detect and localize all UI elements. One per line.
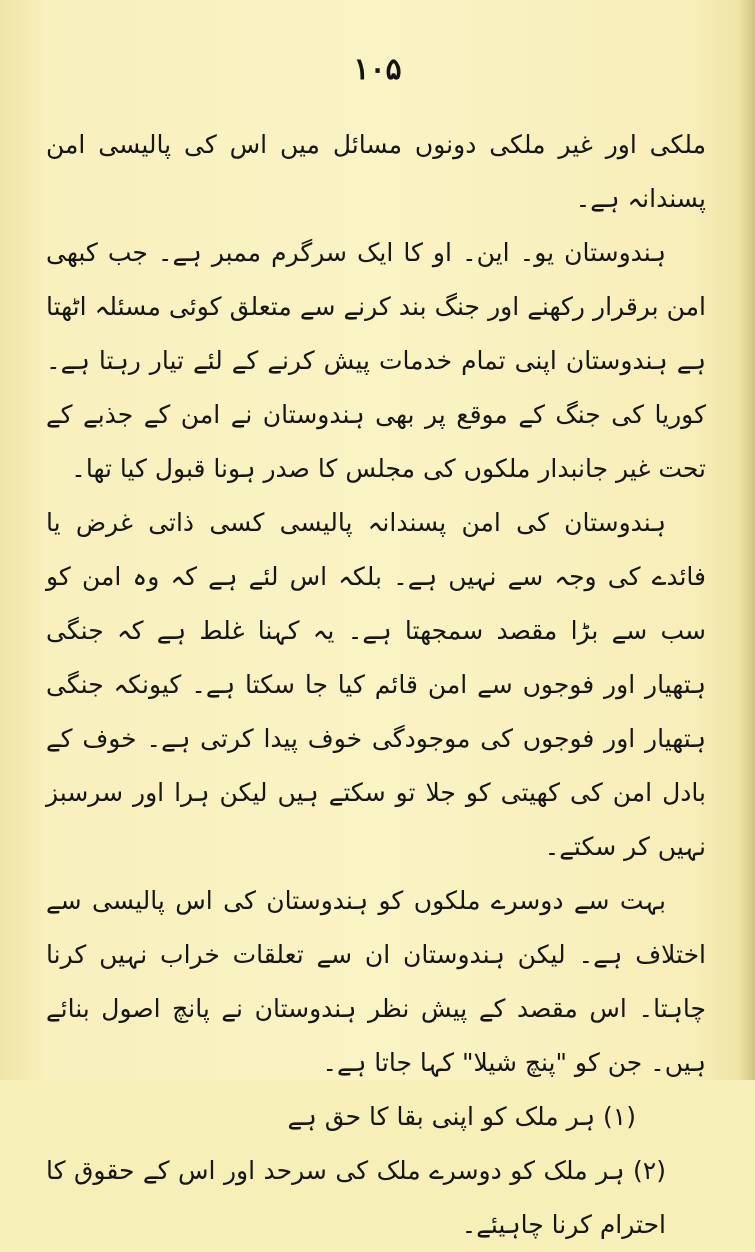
principle-1: (۱) ہر ملک کو اپنی بقا کا حق ہے <box>287 1102 636 1131</box>
page-text <box>46 118 706 1252</box>
paragraph-1: ملکی اور غیر ملکی دونوں مسائل میں اس کی پالیسی امن پسندانہ ہے۔ <box>46 130 706 213</box>
paragraph-3: ہندوستان کی امن پسندانہ پالیسی کسی ذاتی غرض یا فائدے کی وجہ سے نہیں ہے۔ بلکہ اس لئے ہے کہ وہ امن کو سب سے بڑا مقصد سمجھتا ہے۔ یہ کہنا غلط ہے کہ جنگی ہتھیار اور فوجوں سے امن قائم کیا جا سکتا ہے۔ کیونکہ جنگی ہتھیار اور فوجوں کی موجودگی خوف پیدا کرتی ہے۔ خوف کے بادل امن کی کھیتی کو جلا تو سکتے ہیں لیکن ہرا اور سرسبز نہیں کر سکتے۔ <box>46 508 706 861</box>
page-number: ۱۰۵ <box>353 52 402 87</box>
page-spine-shadow <box>739 0 755 1080</box>
paragraph-4: بہت سے دوسرے ملکوں کو ہندوستان کی اس پالیسی سے اختلاف ہے۔ لیکن ہندوستان ان سے تعلقات خراب نہیں کرنا چاہتا۔ اس مقصد کے پیش نظر ہندوستان نے پانچ اصول بنائے ہیں۔ جن کو "پنچ شیلا" کہا جاتا ہے۔ <box>46 886 706 1077</box>
principle-2: (۲) ہر ملک کو دوسرے ملک کی سرحد اور اس کے حقوق کا احترام کرنا چاہیئے۔ <box>46 1156 666 1239</box>
paragraph-2: ہندوستان یو۔ این۔ او کا ایک سرگرم ممبر ہے۔ جب کبھی امن برقرار رکھنے اور جنگ بند کرنے سے متعلق کوئی مسئلہ اٹھتا ہے ہندوستان اپنی تمام خدمات پیش کرنے کے لئے تیار رہتا ہے۔ کوریا کی جنگ کے موقع پر بھی ہندوستان نے امن کے جذبے کے تحت غیر جانبدار ملکوں کی مجلس کا صدر ہونا قبول کیا تھا۔ <box>46 238 706 483</box>
